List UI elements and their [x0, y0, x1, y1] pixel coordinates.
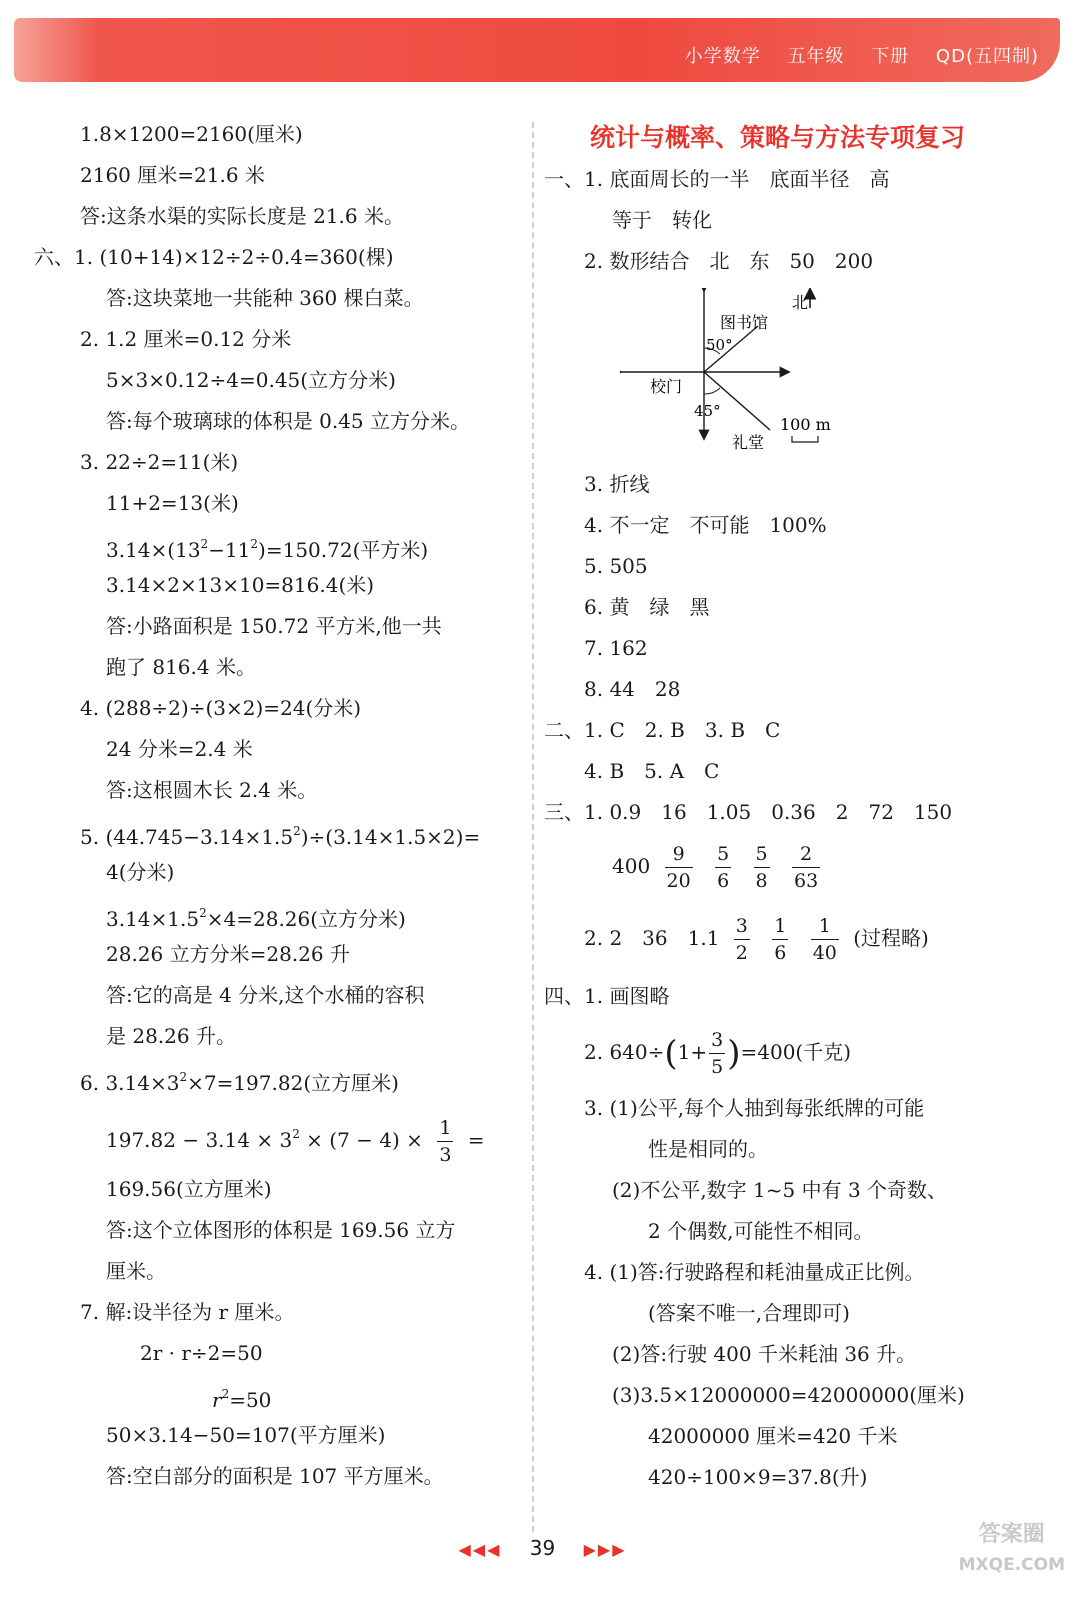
fraction: $\frac{9}{20}$ [666, 843, 691, 892]
answer-line: 42000000 厘米=420 千米 [648, 1424, 898, 1448]
fraction: $\frac{3}{5}$ [711, 1029, 724, 1078]
header-volume: 下册 [871, 46, 910, 67]
answer-line: 6. 黄 绿 黑 [584, 595, 710, 619]
answer-line-fractions: 2. 640÷(1+ $\frac{3}{5}$ )=400(千克) [584, 1029, 852, 1078]
question-6: 6. $3.14\times 3^2\times 7=197.82$(立方厘米) [80, 1070, 399, 1095]
header-info [665, 42, 1039, 68]
north-label: 北 [792, 293, 809, 312]
answer-line: 答:这条水渠的实际长度是 21.6 米。 [80, 204, 404, 228]
answer-line: 跑了 816.4 米。 [106, 655, 256, 679]
answer-line: 2 个偶数,可能性不相同。 [648, 1219, 874, 1243]
answer-line: 50×3.14−50=107(平方厘米) [106, 1423, 386, 1447]
answer-line: 2. 数形结合 北 东 50 200 [584, 249, 874, 273]
answer-line: $3.14\times(13^2-11^2)=150.72$(平方米) [106, 537, 429, 562]
section-six-q1: 六、1. (10+14)×12÷2÷0.4=360(棵) [34, 245, 394, 269]
answer-line: 3.14×2×13×10=816.4(米) [106, 573, 375, 597]
column-divider [532, 122, 534, 1532]
answer-line: 5. 505 [584, 554, 648, 578]
answer-line: 答:它的高是 4 分米,这个水桶的容积 [106, 983, 425, 1007]
answer-line: 3. (1)公平,每个人抽到每张纸牌的可能 [584, 1096, 925, 1120]
answer-line: $r^2=50$ [212, 1387, 272, 1412]
answer-line: 2r · r÷2=50 [140, 1341, 263, 1365]
fraction: $\frac{1}{3}$ [439, 1117, 452, 1166]
answer-line: 1.8×1200=2160(厘米) [80, 122, 303, 146]
answer-line: 11+2=13(米) [106, 491, 239, 515]
next-arrows-icon: ▶▶▶ [583, 1540, 627, 1559]
answer-line: 厘米。 [106, 1259, 166, 1283]
answer-line-fractions: 2. 2 36 1.1 $\frac{3}{2}$ $\frac{1}{6}$ $\frac{1}{40}$ (过程略) [584, 915, 929, 964]
fraction: $\frac{3}{2}$ [735, 915, 748, 964]
question-5: 5. $(44.745-3.14\times 1.5^2)\div(3.14\times 1.5\times 2)=$ [80, 824, 481, 849]
answer-line: 答:空白部分的面积是 107 平方厘米。 [106, 1464, 444, 1488]
answer-line: 169.56(立方厘米) [106, 1177, 272, 1201]
answer-line: 等于 转化 [612, 208, 712, 232]
section-title: 统计与概率、策略与方法专项复习 [590, 123, 966, 152]
answer-line: $3.14\times 1.5^2\times 4=28.26$(立方分米) [106, 906, 406, 931]
page-number: 39 [529, 1536, 556, 1560]
watermark-logo: 答案圈 MXQE.COM [958, 1522, 1065, 1575]
answer-line: 性是相同的。 [648, 1137, 768, 1161]
answer-line: 4. (1)答:行驶路程和耗油量成正比例。 [584, 1260, 925, 1284]
fraction: $\frac{5}{8}$ [755, 843, 768, 892]
hall-label: 礼堂 [732, 433, 765, 452]
answer-line: (3)3.5×12000000=42000000(厘米) [612, 1383, 965, 1407]
hall-ray [704, 372, 770, 430]
library-label: 图书馆 [720, 313, 769, 332]
answer-line: (2)答:行驶 400 千米耗油 36 升。 [612, 1342, 917, 1366]
answer-line: 4. 不一定 不可能 100% [584, 513, 827, 537]
angle-50-label: 50° [706, 336, 733, 354]
answer-line: 答:这个立体图形的体积是 169.56 立方 [106, 1218, 456, 1242]
answer-line: (2)不公平,数字 1~5 中有 3 个奇数、 [612, 1178, 948, 1202]
answer-line: 答:这根圆木长 2.4 米。 [106, 778, 318, 802]
page-footer [0, 1536, 1085, 1560]
answer-line: 答:每个玻璃球的体积是 0.45 立方分米。 [106, 409, 470, 433]
question-7: 7. 解:设半径为 r 厘米。 [80, 1300, 295, 1324]
answer-line: 28.26 立方分米=28.26 升 [106, 942, 350, 966]
prev-arrows-icon: ◀◀◀ [458, 1540, 502, 1559]
answer-line: 一、1. 底面周长的一半 底面半径 高 [544, 167, 890, 191]
answer-line: 4(分米) [106, 860, 175, 884]
answer-line: 答:这块菜地一共能种 360 棵白菜。 [106, 286, 424, 310]
answer-line: 24 分米=2.4 米 [106, 737, 253, 761]
answer-line: 420÷100×9=37.8(升) [648, 1465, 868, 1489]
answer-line: 2160 厘米=21.6 米 [80, 163, 265, 187]
question-3: 3. 22÷2=11(米) [80, 450, 239, 474]
answer-line: $197.82 - 3.14 \times 3^2 \times (7 - 4)$ × $\frac{1}{3}$ = [106, 1117, 485, 1166]
scale-label: 100 m [780, 415, 831, 434]
gate-label: 校门 [650, 377, 683, 396]
question-4: 4. (288÷2)÷(3×2)=24(分米) [80, 696, 362, 720]
fraction: $\frac{5}{6}$ [717, 843, 730, 892]
answer-line: 三、1. 0.9 16 1.05 0.36 2 72 150 [544, 800, 953, 824]
answer-line: (答案不唯一,合理即可) [648, 1301, 850, 1325]
scale-bar [792, 436, 818, 442]
answer-line: 四、1. 画图略 [544, 984, 670, 1008]
question-2: 2. 1.2 厘米=0.12 分米 [80, 327, 292, 351]
fraction: $\frac{1}{40}$ [812, 915, 837, 964]
angle-arc-45 [704, 388, 720, 394]
direction-map [620, 288, 840, 468]
answer-line: 是 28.26 升。 [106, 1024, 236, 1048]
header-grade: 五年级 [787, 46, 845, 67]
answer-line: 答:小路面积是 150.72 平方米,他一共 [106, 614, 442, 638]
answer-line: 5×3×0.12÷4=0.45(立方分米) [106, 368, 396, 392]
angle-45-label: 45° [694, 402, 721, 420]
answer-line: 4. B 5. A C [584, 759, 720, 783]
answer-line-fractions: 400 $\frac{9}{20}$ $\frac{5}{6}$ $\frac{5}{8}$ $\frac{2}{63}$ [612, 843, 819, 892]
header-edition: QD(五四制) [935, 46, 1039, 67]
answer-line: 二、1. C 2. B 3. B C [544, 718, 781, 742]
answer-line: 7. 162 [584, 636, 648, 660]
answer-line: 8. 44 28 [584, 677, 681, 701]
answer-line: 3. 折线 [584, 472, 650, 496]
header-subject: 小学数学 [684, 46, 761, 67]
fraction: $\frac{2}{63}$ [794, 843, 819, 892]
fraction: $\frac{1}{6}$ [774, 915, 787, 964]
